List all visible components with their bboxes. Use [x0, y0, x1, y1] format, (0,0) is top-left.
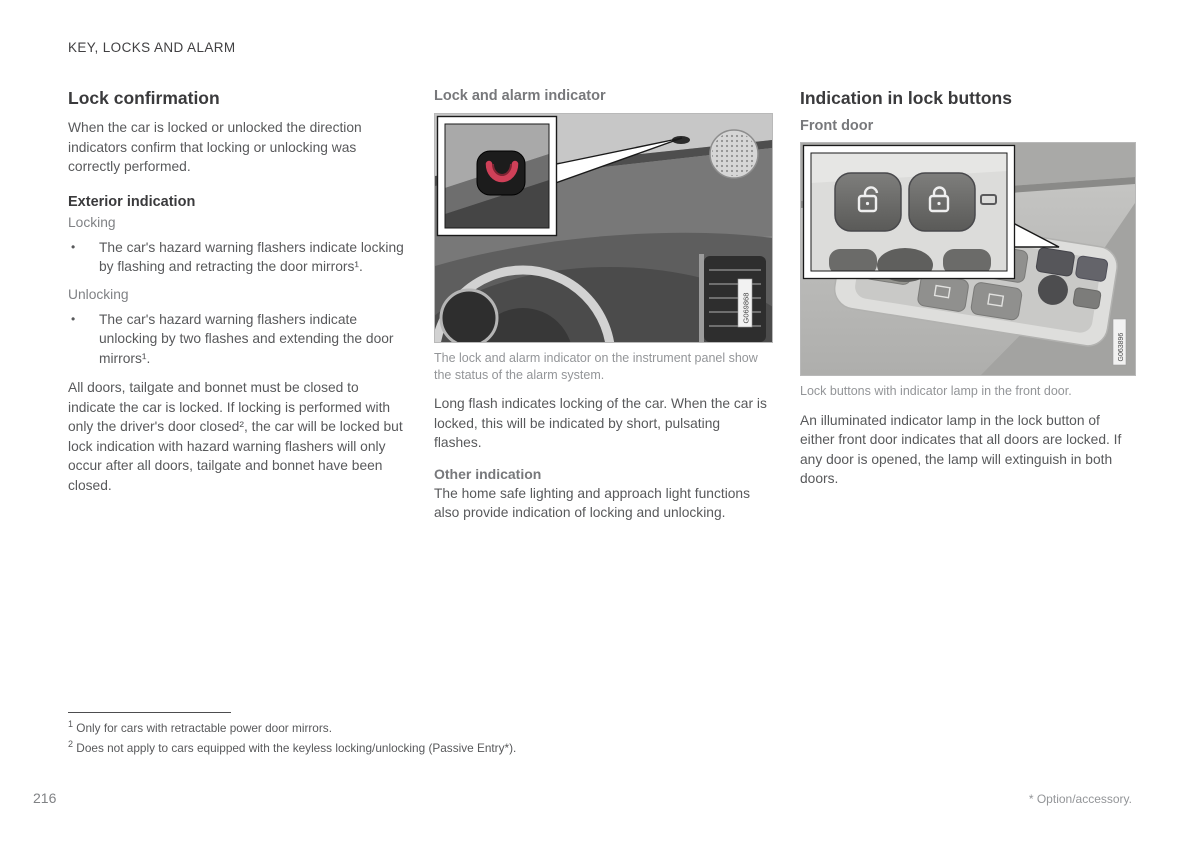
unlock-button — [835, 173, 901, 231]
unlocking-label: Unlocking — [68, 286, 129, 302]
instrument-gauge — [441, 290, 497, 342]
air-vent — [704, 256, 766, 342]
locking-bullet-item — [68, 238, 410, 277]
footnote-2 — [68, 736, 516, 756]
inset-magnifier-box — [438, 117, 557, 236]
intro-paragraph: When the car is locked or unlocked the direction indicators confirm that locking or unlocking was correctly performed. — [68, 120, 362, 174]
dashboard-illustration — [435, 114, 772, 342]
lock-alarm-indicator-heading: Lock and alarm indicator — [434, 88, 606, 104]
locking-bullet-text: The car's hazard warning flashers indicate locking by flashing and retracting the door mirrors¹. — [99, 239, 404, 274]
image-code-label — [738, 279, 752, 327]
door-panel-photo — [800, 142, 1136, 376]
other-indication-paragraph: The home safe lighting and approach light functions also provide indication of locking and unlocking. — [434, 485, 751, 520]
unlocking-bullet-item — [68, 310, 410, 369]
exterior-indication-heading: Exterior indication — [68, 193, 196, 210]
long-flash-paragraph: Long flash indicates locking of the car. When the car is locked, this will be indicated by short, pulsating flashes. — [434, 396, 767, 450]
door-panel-photo-caption: Lock buttons with indicator lamp in the front door. — [800, 384, 1072, 398]
footnote-2-marker: 2 — [68, 738, 74, 749]
dashboard-photo-caption: The lock and alarm indicator on the instrument panel show the status of the alarm system. — [434, 351, 758, 382]
chapter-header: KEY, LOCKS AND ALARM — [68, 40, 236, 55]
other-indication-heading: Other indication — [434, 465, 542, 482]
dashboard-photo — [434, 113, 773, 343]
indicator-lamp-paragraph: An illuminated indicator lamp in the lock button of either front door indicates that all doors are locked. If any door is opened, the lamp will extinguish in both doors. — [800, 412, 1122, 486]
page-number: 216 — [33, 790, 57, 806]
inset-magnifier-box — [804, 146, 1015, 283]
right-column — [800, 88, 1134, 502]
footnote-divider — [68, 712, 231, 713]
footnote-1-marker: 1 — [68, 719, 74, 729]
front-door-subheading: Front door — [800, 118, 874, 134]
bullet-icon: • — [71, 239, 76, 254]
middle-column — [434, 88, 771, 536]
left-column — [68, 88, 410, 508]
svg-text:G069868: G069868 — [741, 292, 751, 324]
locking-label: Locking — [68, 214, 116, 230]
speaker-grille — [710, 130, 758, 178]
unlocking-bullet-text: The car's hazard warning flashers indicate unlocking by two flashes and extending the door mirrors¹. — [99, 311, 394, 366]
indication-lock-buttons-heading: Indication in lock buttons — [800, 88, 1012, 108]
closing-paragraph: All doors, tailgate and bonnet must be closed to indicate the car is locked. If locking is performed with only the driver's door closed², the car will be locked but lock indication with hazard warning flashers will only occur after all doors, tailgate and bonnet have been closed. — [68, 380, 403, 493]
lock-alarm-indicator-led — [477, 151, 525, 195]
footnote-1 — [68, 716, 516, 736]
footnote-1-text: Only for cars with retractable power door mirrors. — [76, 720, 332, 735]
option-accessory-note: * Option/accessory. — [1028, 792, 1132, 806]
door-panel-illustration — [801, 143, 1135, 375]
svg-text:G063896: G063896 — [1118, 332, 1125, 362]
image-code-label — [1113, 319, 1126, 365]
footnotes — [68, 716, 516, 756]
section-title: Lock confirmation — [68, 88, 220, 108]
footnote-2-text: Does not apply to cars equipped with the keyless locking/unlocking (Passive Entry*). — [76, 740, 517, 755]
bullet-icon: • — [71, 311, 76, 326]
